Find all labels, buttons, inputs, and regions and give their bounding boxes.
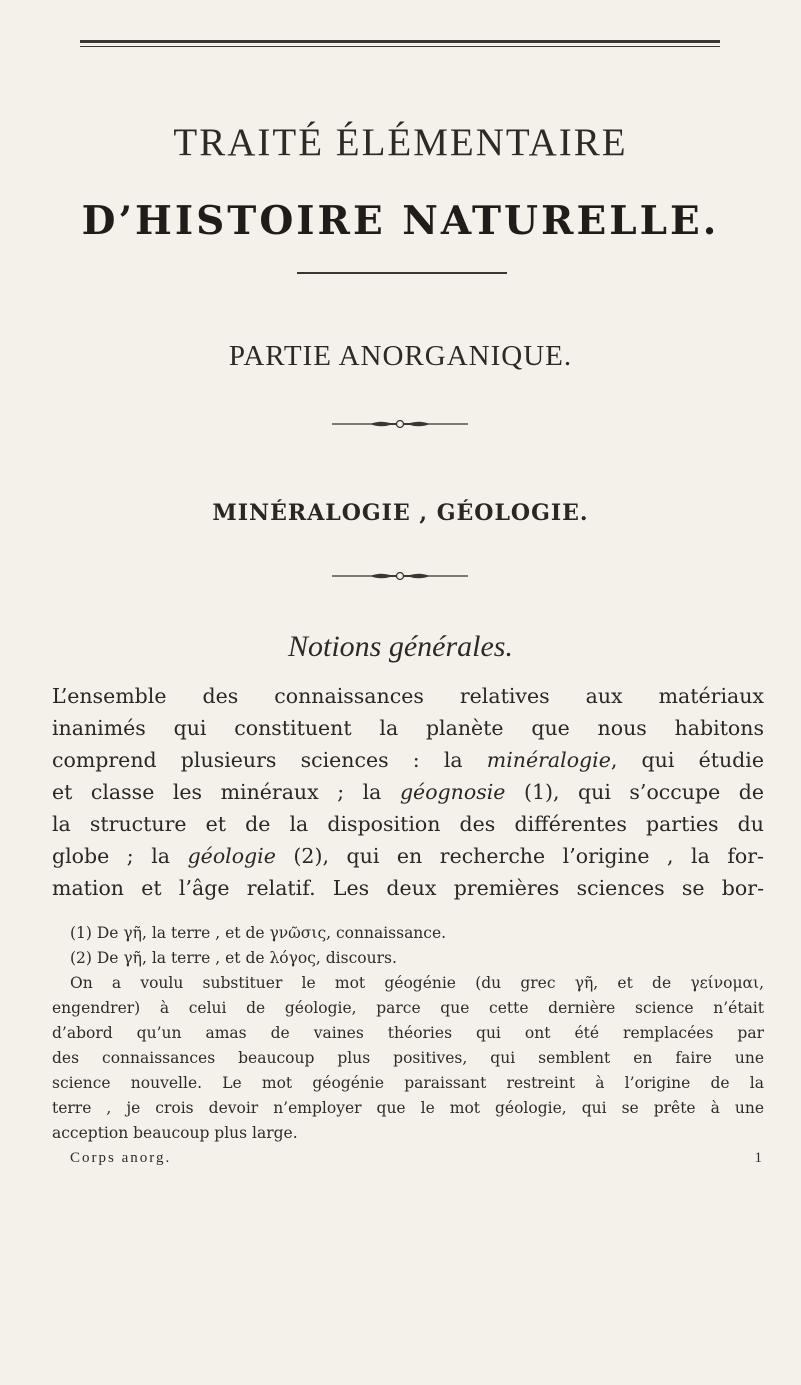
top-rule-thin — [80, 46, 720, 47]
footnote-1: (1) De γῆ, la terre , et de γνῶσις, connaissance. — [70, 924, 447, 942]
footnote-2: (2) De γῆ, la terre , et de λόγος, discours. — [70, 949, 397, 967]
body-line: et classe les minéraux ; la géognosie (1), qui s’occupe de — [52, 780, 764, 804]
body-line: globe ; la géologie (2), qui en recherche l’origine , la for- — [52, 844, 764, 868]
footnote-line: On a voulu substituer le mot géogénie (du grec γῆ, et de γείνομαι, — [70, 974, 764, 992]
ornament-divider-1 — [330, 418, 470, 430]
sheet-number: 1 — [754, 1150, 764, 1166]
term-geognosie: géognosie — [399, 780, 506, 804]
footnote-line: engendrer) à celui de géologie, parce que cette dernière science n’était — [52, 999, 764, 1017]
term-geologie: géologie — [187, 844, 276, 868]
footnote-line: des connaissances beaucoup plus positives, qui semblent en faire une — [52, 1049, 764, 1067]
body-line: mation et l’âge relatif. Les deux premières sciences se bor- — [52, 876, 764, 900]
top-rule-thick — [80, 40, 720, 43]
body-line: L’ensemble des connaissances relatives aux matériaux — [52, 684, 764, 708]
footnote-line: science nouvelle. Le mot géogénie paraissant restreint à l’origine de la — [52, 1074, 764, 1092]
footnote-line: terre , je crois devoir n’employer que le mot géologie, qui se prête à une — [52, 1099, 764, 1117]
part-subtitle: PARTIE ANORGANIQUE. — [228, 340, 573, 372]
term-mineralogie: minéralogie — [486, 748, 611, 772]
section-title: MINÉRALOGIE , GÉOLOGIE. — [212, 500, 589, 526]
footnote-line: d’abord qu’un amas de vaines théories qui ont été remplacées par — [52, 1024, 764, 1042]
title-divider-rule — [297, 272, 507, 274]
body-line: la structure et de la disposition des différentes parties du — [52, 812, 764, 836]
ornament-divider-2 — [330, 570, 470, 582]
body-line: comprend plusieurs sciences : la minéralogie, qui étudie — [52, 748, 764, 772]
title-line-2: D’HISTOIRE NATURELLE. — [81, 198, 720, 244]
title-line-1: TRAITÉ ÉLÉMENTAIRE — [173, 121, 628, 164]
signature-line — [70, 1150, 764, 1167]
signature-mark: Corps anorg. — [70, 1150, 172, 1166]
body-line: inanimés qui constituent la planète que nous habitons — [52, 716, 764, 740]
notions-heading: Notions générales. — [288, 630, 513, 663]
footnote-line: acception beaucoup plus large. — [52, 1124, 298, 1142]
